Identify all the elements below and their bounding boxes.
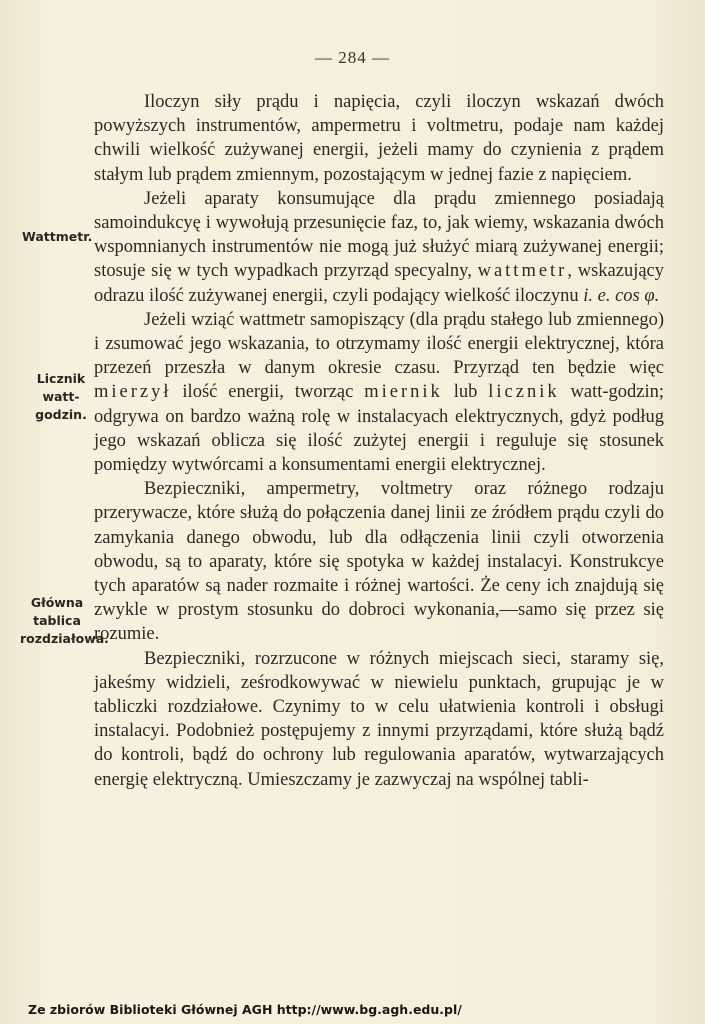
paragraph-3-text-c: lub: [453, 382, 478, 403]
paragraph-4: Bezpieczniki, ampermetry, voltmetry oraz różnego rodzaju przerywacze, które służą do połączenia danej linii ze źródłem prądu czyli do zamykania danego obwodu, lub dla odłączenia linii czyli otworzenia obwodu, są to aparaty, które się spotyka w każdej instalacyi. Konstrukcye tych aparatów są nader rozmaite i różnej wartości. Że ceny ich znajdują się zwykle w prostym stosunku do dobroci wykonania,—samo się przez się rozumie.: [94, 479, 664, 645]
paragraph-2-text-b: , wskazujący odrazu ilość zużywanej energii, czyli podający wielkość iloczynu: [94, 261, 665, 306]
page-number: — 284 —: [315, 48, 390, 67]
paragraph-5: Bezpieczniki, rozrzucone w różnych miejscach sieci, staramy się, jakeśmy widzieli, ześrodkowywać w niewielu punktach, grupując je w tabliczki rozdziałowe. Czynimy to w celu ułatwienia kontroli i obsługi instalacyi. Podobnież postępujemy z innymi przyrządami, które służą bądź do kontroli, bądź do ochrony lub regulowania aparatów, wytwarzających energię elektryczną. Umieszczamy je zazwyczaj na wspólnej tabli-: [94, 648, 664, 790]
paragraph-3-text-d: watt-godzin; odgrywa on bardzo ważną rolę w instalacyach elektrycznych, gdyż podług jego wskazań oblicza się ilość zużytej energii i reguluje się stosunek pomiędzy wytwórcami a konsumentami energii elektrycznej.: [94, 382, 665, 476]
body-text: [94, 90, 664, 792]
formula: i. e. cos φ.: [583, 285, 660, 306]
paragraph-3-text-a: Jeżeli wziąć wattmetr samopiszący (dla prądu stałego lub zmiennego) i zsumować jego wskazania, to otrzymamy ilość energii elektrycznej, która przezeń przeszła w danym okresie czasu. Przyrząd ten będzie więc: [94, 309, 664, 379]
term-licznik: licznik: [488, 382, 560, 403]
paragraph-3: [94, 308, 664, 477]
term-miernik: miernik: [364, 382, 443, 403]
paragraph-2: [94, 187, 664, 308]
term-wattmetr: wattmetr: [477, 261, 568, 282]
paragraph-3-text-b: ilość energii, tworząc: [182, 382, 354, 403]
paragraph-2-text-a: Jeżeli aparaty konsumujące dla prądu zmiennego posiadają samoindukcyę i wywołują przesunięcie faz, to, jak wiemy, wskazania dwóch wspomnianych instrumentów nie mogą już służyć miarą zużywanej energii; stosuje się w tych wypadkach przyrząd specyalny,: [94, 188, 664, 282]
term-mierzyl: mierzył: [94, 382, 172, 403]
library-footer: Ze zbiorów Biblioteki Głównej AGH http://www.bg.agh.edu.pl/: [28, 1002, 462, 1017]
margin-note-wattmetr: Wattmetr.: [22, 229, 93, 244]
margin-note-licznik: Licznik watt-godzin.: [35, 371, 87, 422]
margin-note-glowna-tablica: Główna tablica rozdziałowa.: [20, 595, 109, 646]
paragraph-1: Iloczyn siły prądu i napięcia, czyli iloczyn wskazań dwóch powyższych instrumentów, ampermetru i voltmetru, podaje nam każdej chwili wielkość zużywanej energii, jeżeli mamy do czynienia z prądem stałym lub prądem zmiennym, pozostającym w jednej fazie z napięciem.: [94, 92, 664, 185]
